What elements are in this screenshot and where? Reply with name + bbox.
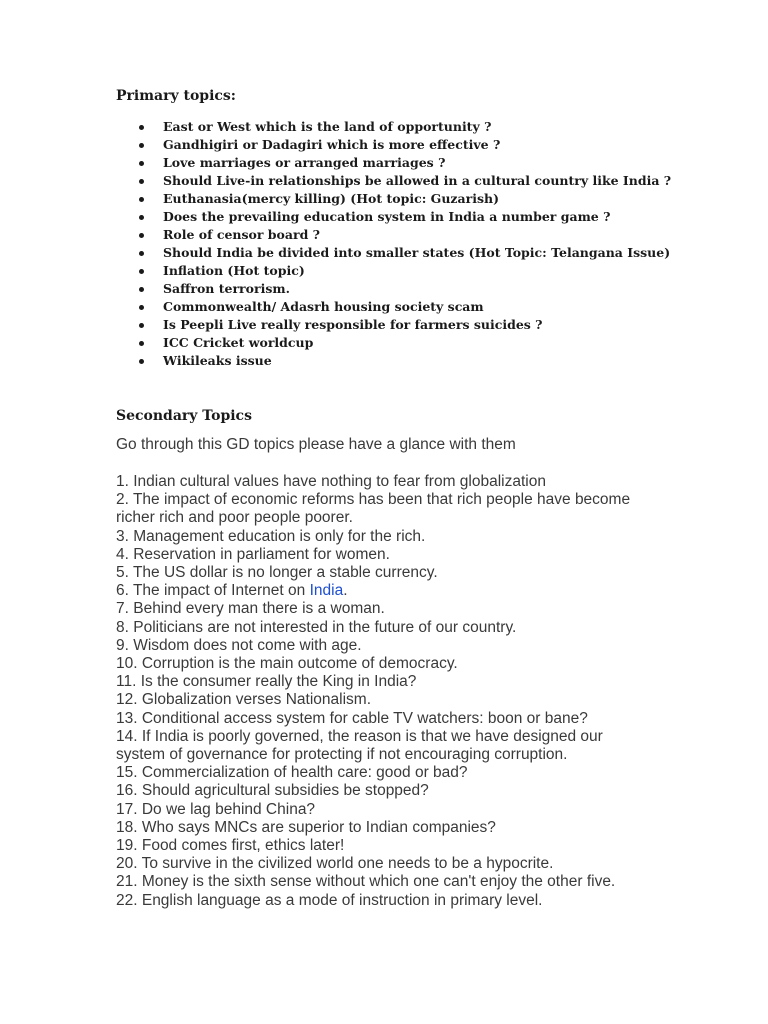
primary-topics-heading: Primary topics:	[116, 88, 236, 104]
bullet-icon	[139, 161, 144, 166]
india-link[interactable]: India	[309, 582, 344, 600]
list-item: 15. Commercialization of health care: good or bad?	[116, 764, 468, 782]
bullet-icon	[139, 305, 144, 310]
list-item: 19. Food comes first, ethics later!	[116, 837, 345, 855]
list-item: Commonwealth/ Adasrh housing society scam	[116, 298, 716, 316]
list-item: Gandhigiri or Dadagiri which is more effective ?	[116, 136, 716, 154]
secondary-topics-heading: Secondary Topics	[116, 408, 252, 424]
list-item: 3. Management education is only for the rich.	[116, 527, 426, 545]
list-item: Does the prevailing education system in India a number game ?	[116, 208, 716, 226]
list-item: 5. The US dollar is no longer a stable currency.	[116, 564, 438, 582]
list-item: 12. Globalization verses Nationalism.	[116, 691, 372, 709]
list-item: 7. Behind every man there is a woman.	[116, 600, 385, 618]
bullet-icon	[139, 287, 144, 292]
list-item: 9. Wisdom does not come with age.	[116, 636, 362, 654]
list-item: 21. Money is the sixth sense without which one can't enjoy the other five.	[116, 873, 616, 891]
list-item: 11. Is the consumer really the King in India?	[116, 673, 417, 691]
list-item: 14. If India is poorly governed, the reason is that we have designed our system of governance for protecting if not encouraging corruption.	[116, 727, 603, 764]
bullet-icon	[139, 341, 144, 346]
list-item: East or West which is the land of opportunity ?	[116, 118, 716, 136]
list-item: ICC Cricket worldcup	[116, 334, 716, 352]
bullet-icon	[139, 251, 144, 256]
list-item: 8. Politicians are not interested in the future of our country.	[116, 618, 517, 636]
list-item: 17. Do we lag behind China?	[116, 800, 316, 818]
list-item: Role of censor board ?	[116, 226, 716, 244]
secondary-topics-list	[116, 473, 656, 910]
secondary-intro: Go through this GD topics please have a glance with them	[116, 436, 516, 453]
list-item: Is Peepli Live really responsible for farmers suicides ?	[116, 316, 716, 334]
list-item: 20. To survive in the civilized world one needs to be a hypocrite.	[116, 855, 554, 873]
list-item: Wikileaks issue	[116, 352, 716, 370]
list-item: 18. Who says MNCs are superior to Indian companies?	[116, 818, 496, 836]
bullet-icon	[139, 233, 144, 238]
list-item-text: 6. The impact of Internet on	[116, 582, 310, 600]
bullet-icon	[139, 269, 144, 274]
bullet-icon	[139, 323, 144, 328]
primary-topics-list	[116, 118, 716, 370]
bullet-icon	[139, 197, 144, 202]
list-item: 13. Conditional access system for cable TV watchers: boon or bane?	[116, 709, 588, 727]
list-item: Should Live-in relationships be allowed in a cultural country like India ?	[116, 172, 716, 190]
list-item: 22. English language as a mode of instruction in primary level.	[116, 891, 543, 909]
list-item: 4. Reservation in parliament for women.	[116, 545, 390, 563]
list-item: Love marriages or arranged marriages ?	[116, 154, 716, 172]
list-item: 16. Should agricultural subsidies be stopped?	[116, 782, 429, 800]
bullet-icon	[139, 179, 144, 184]
list-item	[116, 582, 656, 600]
bullet-icon	[139, 359, 144, 364]
list-item: 10. Corruption is the main outcome of democracy.	[116, 655, 458, 673]
list-item: Inflation (Hot topic)	[116, 262, 716, 280]
list-item: Saffron terrorism.	[116, 280, 716, 298]
list-item: 2. The impact of economic reforms has been that rich people have become richer rich and poor people poorer.	[116, 491, 631, 527]
list-item: 1. Indian cultural values have nothing to fear from globalization	[116, 473, 546, 490]
list-item-end: .	[343, 582, 348, 600]
bullet-icon	[139, 125, 144, 130]
bullet-icon	[139, 215, 144, 220]
bullet-icon	[139, 143, 144, 148]
list-item: Should India be divided into smaller states (Hot Topic: Telangana Issue)	[116, 244, 716, 262]
list-item: Euthanasia(mercy killing) (Hot topic: Guzarish)	[116, 190, 716, 208]
